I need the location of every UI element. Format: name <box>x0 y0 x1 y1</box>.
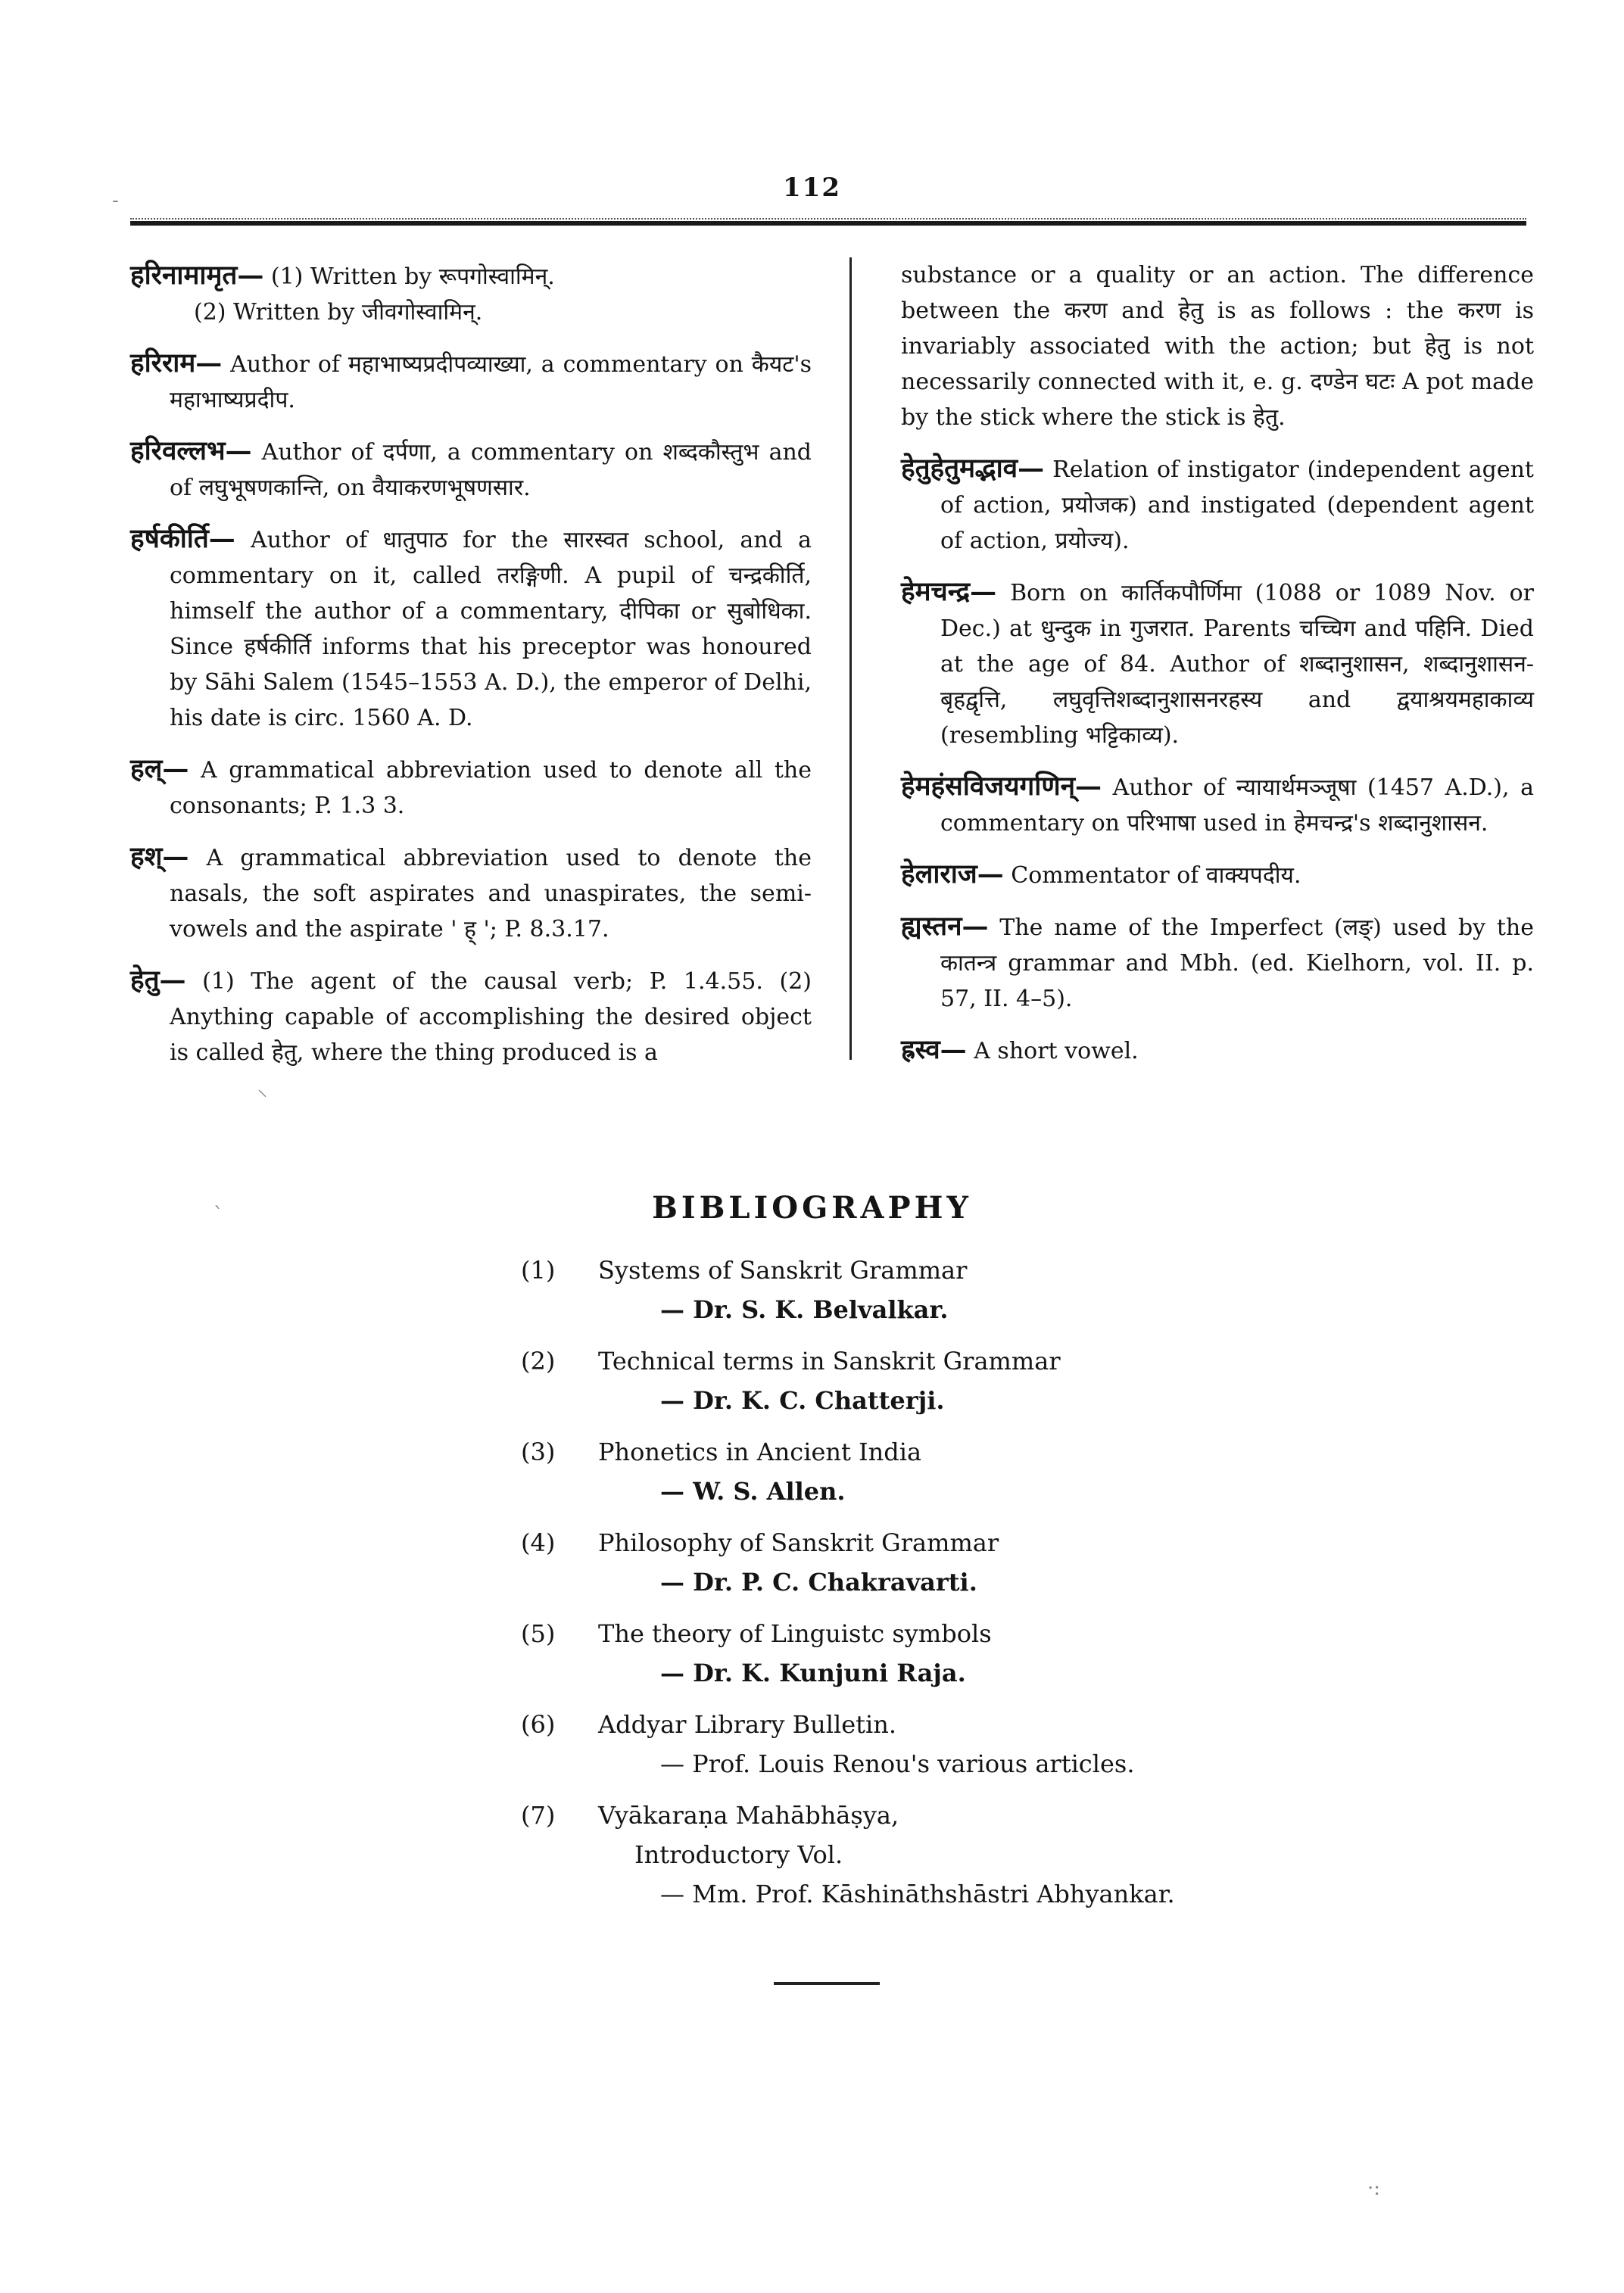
bibliography-item <box>521 1705 1278 1784</box>
entry-harinamamrta <box>130 257 812 330</box>
bibliography-list <box>521 1251 1278 1926</box>
headword: हेतुहेतुमद्भाव— <box>901 453 1045 484</box>
header-dotted-rule <box>130 218 1526 220</box>
entry-hash <box>130 839 812 947</box>
right-column <box>901 257 1534 1084</box>
bibliography-title: Systems of Sanskrit Grammar <box>598 1256 968 1285</box>
entry-text: Born on कार्तिकपौर्णिमा (1088 or 1089 Nov. or Dec.) at धुन्दुक in गुजरात. Parents चच्चिग and पहिनि. Died at the age of 84. Author of शब्दानुशासन, शब्दानुशासन-बृहद्वृत्ति, लघुवृत्तिशब्दानुशासनरहस्य and द्वयाश्रयमहाकाव्य (resembling भट्टिकाव्य). <box>940 580 1534 749</box>
entry-text: Author of न्यायार्थमञ्जूषा (1457 A.D.), a commentary on परिभाषा used in हेमचन्द्र's शब्दानुशासन. <box>940 774 1534 837</box>
bibliography-title: Addyar Library Bulletin. <box>598 1710 896 1739</box>
headword: हर्षकीर्ति— <box>130 523 235 554</box>
headword: हेलाराज— <box>901 858 1004 889</box>
bibliography-subtitle: Introductory Vol. <box>634 1840 843 1869</box>
entry-helaraja <box>901 856 1534 893</box>
entry-hariram <box>130 345 812 418</box>
headword: हेतु— <box>130 964 186 995</box>
headword: हल्— <box>130 753 189 784</box>
entry-line: (1) Written by रूपगोस्वामिन्. <box>270 263 555 290</box>
bibliography-title: Phonetics in Ancient India <box>598 1438 922 1466</box>
bibliography-number: (5) <box>521 1619 556 1648</box>
headword: हश्— <box>130 841 189 872</box>
entry-text: The name of the Imperfect (लङ्) used by the कातन्त्र grammar and Mbh. (ed. Kielhorn, vol. II. p. 57, II. 4–5). <box>940 914 1534 1012</box>
entry-hetu <box>130 962 812 1070</box>
bibliography-author: — Prof. Louis Renou's various articles. <box>660 1749 1135 1778</box>
scan-speck: ˋ <box>214 1204 223 1226</box>
entry-hetuhetumadbhava <box>901 450 1534 559</box>
bibliography-number: (4) <box>521 1528 556 1557</box>
bibliography-author: — Dr. P. C. Chakravarti. <box>660 1568 977 1597</box>
bibliography-number: (1) <box>521 1256 556 1285</box>
scan-speck: ·: <box>1367 2177 1381 2200</box>
headword: हरिनामामृत— <box>130 260 264 291</box>
header-rule <box>130 221 1526 226</box>
page-number: 112 <box>783 173 841 203</box>
bibliography-number: (6) <box>521 1710 556 1739</box>
entry-text: substance or a quality or an action. The difference between the करण and हेतु is as follows : the करण is invariably associated with the action; but हेतु is not necessarily connected with it, e. g. दण्डेन घटः A pot made by the stick where the stick is हेतु. <box>901 262 1534 431</box>
bibliography-author: — W. S. Allen. <box>660 1477 846 1506</box>
entry-line: (2) Written by जीवगोस्वामिन्. <box>194 299 483 326</box>
bibliography-item <box>521 1796 1278 1914</box>
bibliography-author: — Dr. K. Kunjuni Raja. <box>660 1659 966 1687</box>
entry-text: A grammatical abbreviation used to denote all the consonants; P. 1.3 3. <box>170 757 812 819</box>
entry-hal <box>130 751 812 824</box>
bibliography-number: (7) <box>521 1801 556 1830</box>
bibliography-item <box>521 1432 1278 1511</box>
entry-hrasva <box>901 1032 1534 1069</box>
headword: हेमहंसविजयगणिन्— <box>901 771 1102 802</box>
headword: हेमचन्द्र— <box>901 576 997 607</box>
headword: ह्यस्तन— <box>901 911 989 942</box>
bibliography-item <box>521 1341 1278 1420</box>
entry-text: A grammatical abbreviation used to denote the nasals, the soft aspirates and unaspirates, the semi-vowels and the aspirate ' ह् '; P. 8.3.17. <box>170 845 812 942</box>
entry-harshakirti <box>130 521 812 736</box>
scan-speck: - <box>112 189 119 212</box>
headword: हरिवल्लभ— <box>130 435 252 466</box>
end-rule <box>774 1982 880 1985</box>
bibliography-author: — Mm. Prof. Kāshināthshāstri Abhyankar. <box>660 1880 1175 1908</box>
entry-harivallabha <box>130 433 812 506</box>
entry-hyastana <box>901 908 1534 1017</box>
entry-text: Relation of instigator (independent agent of action, प्रयोजक) and instigated (dependent agent of action, प्रयोज्य). <box>940 456 1534 554</box>
entry-hemahamsavijayaganin <box>901 768 1534 841</box>
entry-text: A short vowel. <box>974 1038 1139 1064</box>
headword: ह्रस्व— <box>901 1034 967 1065</box>
bibliography-item <box>521 1251 1278 1329</box>
entry-text: Commentator of वाक्यपदीय. <box>1011 862 1301 889</box>
entry-text: Author of महाभाष्यप्रदीपव्याख्या, a commentary on कैयट's महाभाष्यप्रदीप. <box>170 351 812 413</box>
bibliography-author: — Dr. S. K. Belvalkar. <box>660 1295 949 1324</box>
bibliography-item <box>521 1614 1278 1693</box>
bibliography-title: Vyākaraṇa Mahābhāṣya, <box>598 1801 899 1830</box>
entry-hetu-continued <box>901 257 1534 435</box>
bibliography-number: (2) <box>521 1347 556 1375</box>
scan-speck: ⸌ <box>257 1086 268 1109</box>
column-divider <box>849 257 852 1060</box>
entry-text: (1) The agent of the causal verb; P. 1.4.55. (2) Anything capable of accomplishing the desired object is called हेतु, where the thing produced is a <box>170 968 812 1066</box>
bibliography-heading: BIBLIOGRAPHY <box>652 1190 972 1226</box>
entry-hemachandra <box>901 574 1534 753</box>
left-column <box>130 257 812 1086</box>
bibliography-item <box>521 1523 1278 1602</box>
bibliography-title: Technical terms in Sanskrit Grammar <box>598 1347 1061 1375</box>
bibliography-number: (3) <box>521 1438 556 1466</box>
entry-text: Author of दर्पणा, a commentary on शब्दकौस्तुभ and of लघुभूषणकान्ति, on वैयाकरणभूषणसार. <box>170 439 812 501</box>
entry-text: Author of धातुपाठ for the सारस्वत school, and a commentary on it, called तरङ्गिणी. A pupil of चन्द्रकीर्ति, himself the author of a commentary, दीपिका or सुबोधिका. Since हर्षकीर्ति informs that his preceptor was honoured by Sāhi Salem (1545–1553 A. D.), the emperor of Delhi, his date is circ. 1560 A. D. <box>170 527 812 731</box>
headword: हरिराम— <box>130 347 223 379</box>
bibliography-title: The theory of Linguistc symbols <box>598 1619 992 1648</box>
bibliography-author: — Dr. K. C. Chatterji. <box>660 1386 945 1415</box>
bibliography-title: Philosophy of Sanskrit Grammar <box>598 1528 999 1557</box>
